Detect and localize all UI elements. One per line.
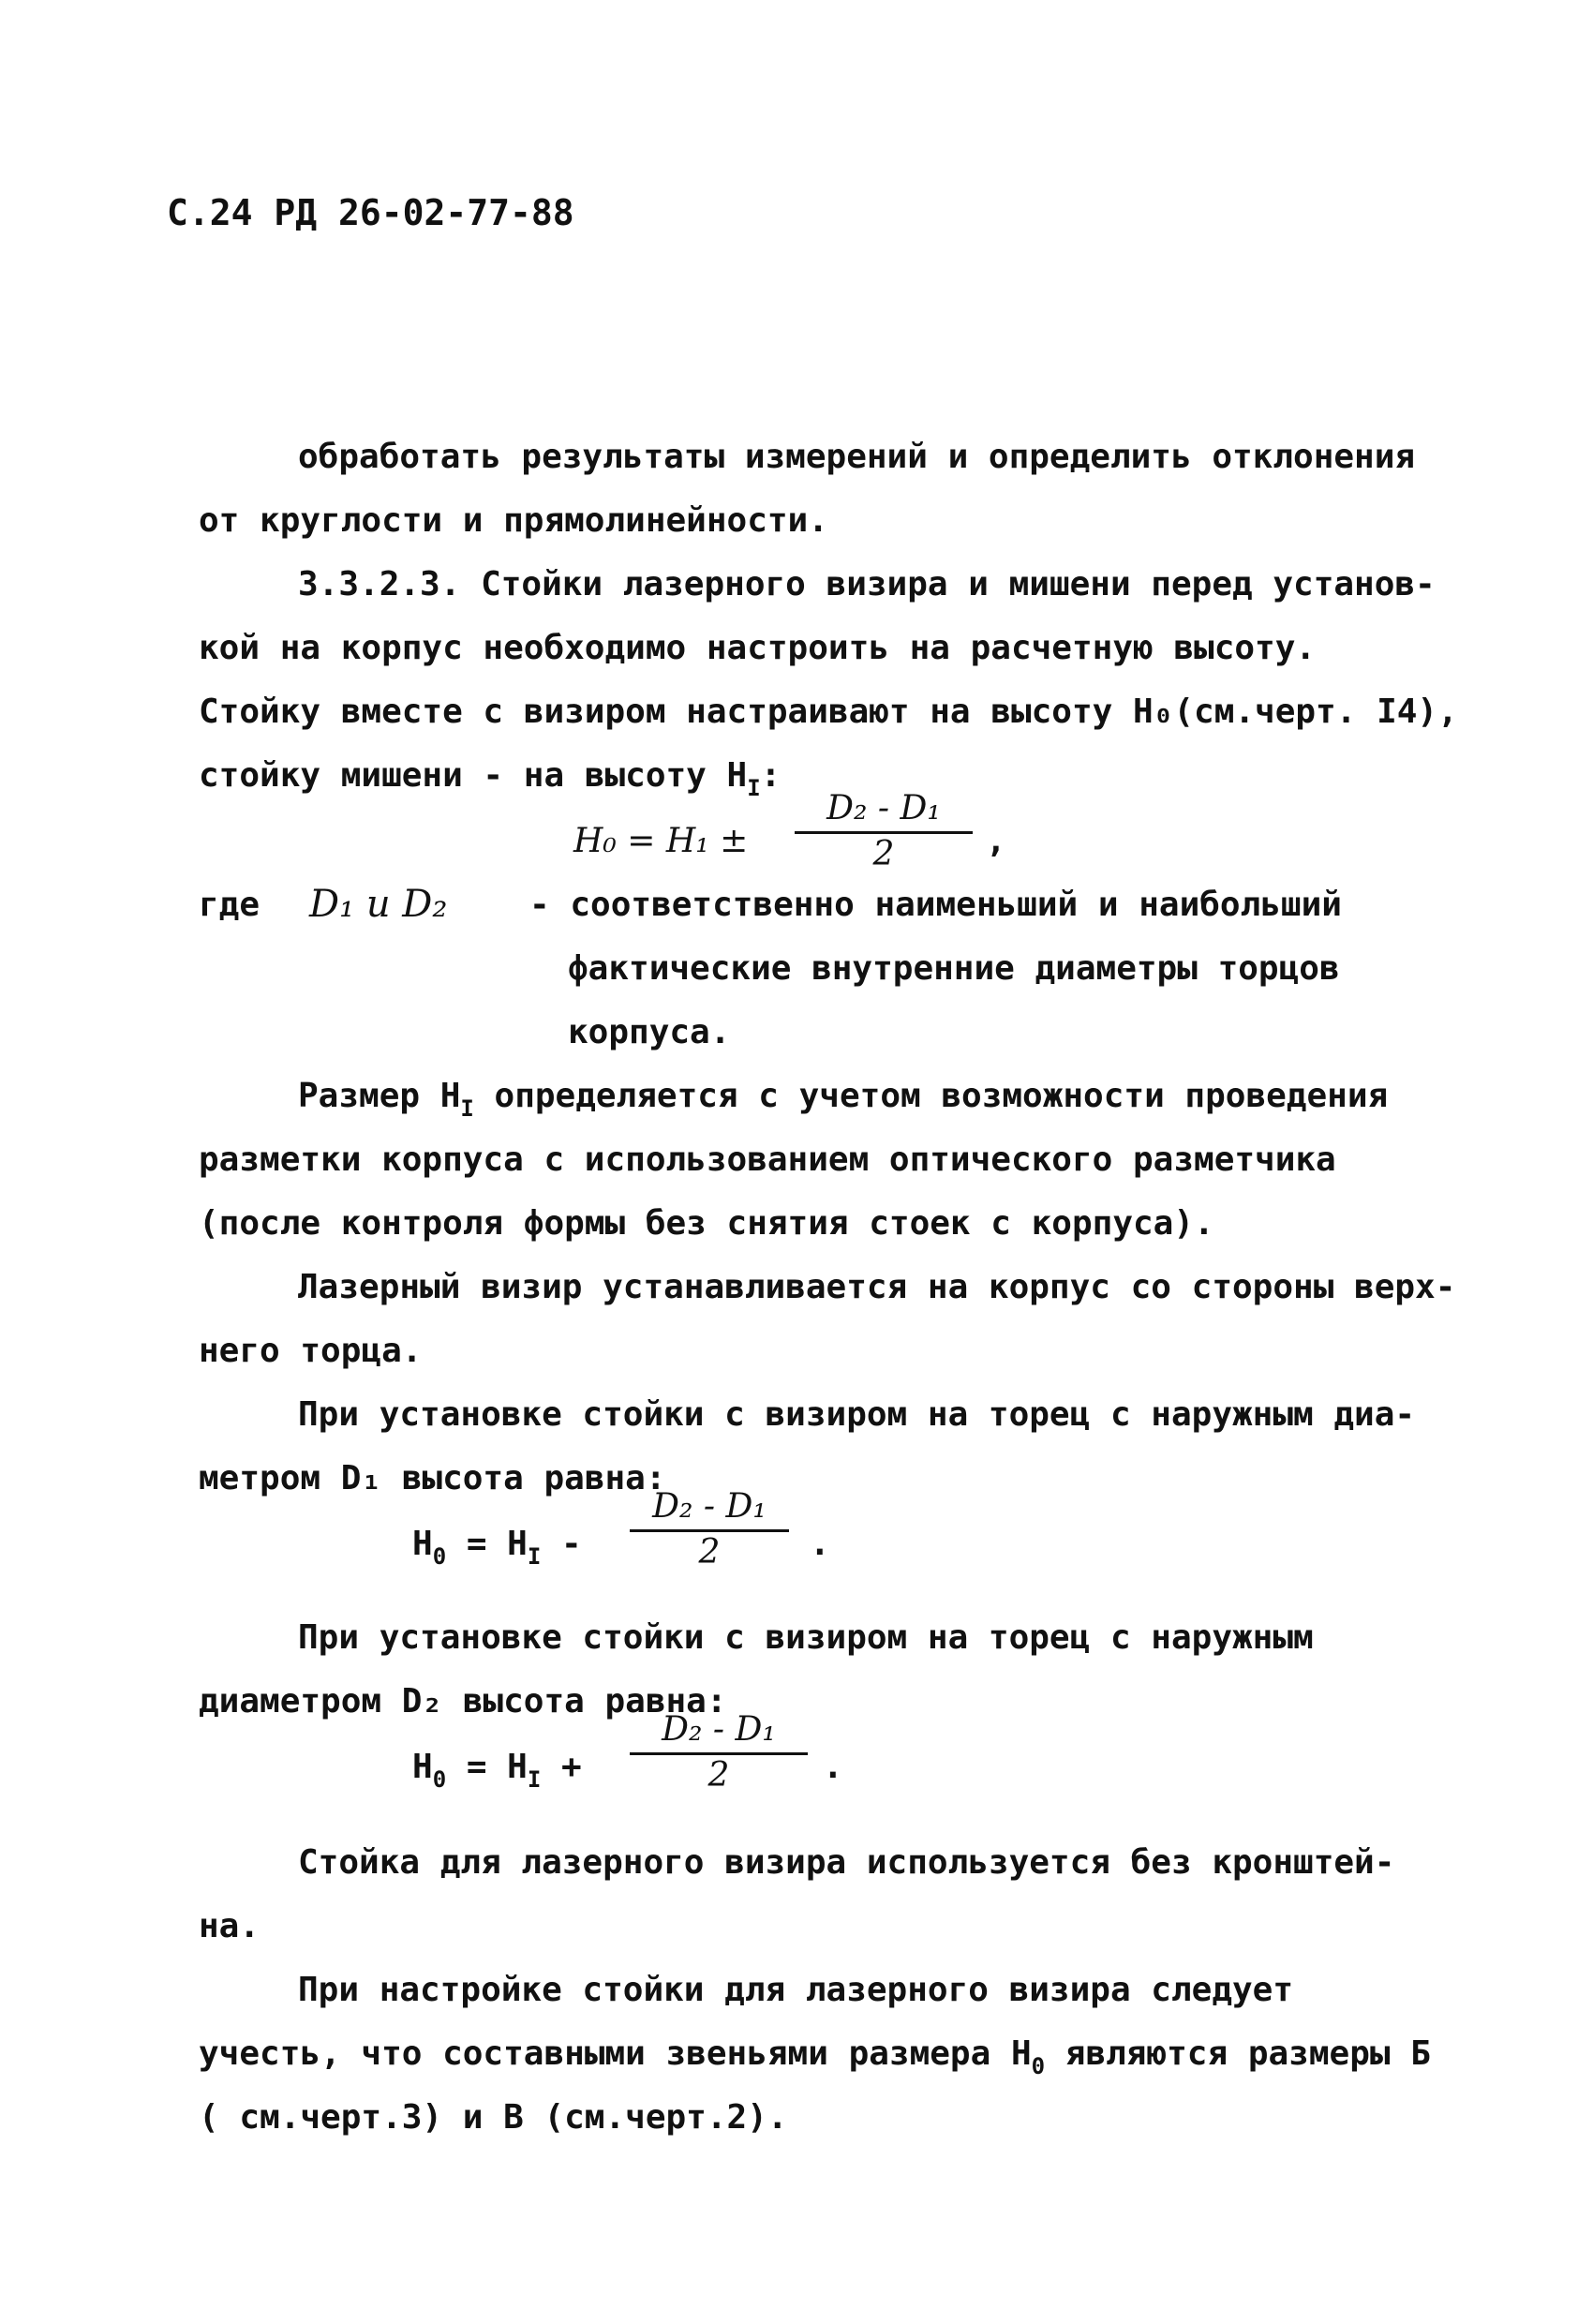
formula-1-denominator: 2 (872, 835, 895, 873)
where-variables: D₁ и D₂ (309, 883, 448, 926)
text-segment: определяется с учетом возможности проведения (473, 1077, 1389, 1115)
subscript: 0 (432, 1766, 447, 1793)
formula-2-lhs (412, 1525, 582, 1570)
text-line: диаметром D₂ высота равна: (199, 1682, 727, 1721)
formula-3-lhs (412, 1748, 582, 1793)
text-line: него торца. (199, 1332, 423, 1370)
subscript: I (527, 1766, 542, 1793)
where-label: где (199, 886, 261, 924)
formula-2-numerator: D₂ - D₁ (652, 1487, 767, 1526)
text-line (199, 756, 782, 801)
text-line: корпуса. (568, 1013, 731, 1051)
text-segment: Размер Н (298, 1077, 461, 1115)
page-header: С.24 РД 26-02-77-88 (167, 192, 574, 233)
subscript: 0 (1031, 2053, 1046, 2079)
text-segment: Н (412, 1748, 433, 1786)
formula-1-numerator: D₂ - D₁ (826, 789, 941, 827)
text-line: разметки корпуса с использованием оптического разметчика (199, 1140, 1336, 1179)
text-line: обработать результаты измерений и определить отклонения (298, 438, 1416, 476)
section-3-3-2-3: 3.3.2.3. Стойки лазерного визира и мишени перед установ- (298, 565, 1436, 603)
subscript: 0 (432, 1543, 447, 1570)
text-line: фактические внутренние диаметры торцов (568, 949, 1340, 988)
text-line: При установке стойки с визиром на торец с наружным диа- (298, 1395, 1416, 1434)
formula-3-numerator: D₂ - D₁ (662, 1710, 776, 1749)
text-line: (после контроля формы без снятия стоек с корпуса). (199, 1204, 1214, 1243)
text-line: метром D₁ высота равна: (199, 1459, 666, 1497)
subscript: I (527, 1543, 542, 1570)
text-line: на. (199, 1907, 261, 1945)
text-line: При настройке стойки для лазерного визира следует (298, 1971, 1294, 2009)
formula-3-tail: . (823, 1748, 843, 1786)
text-line: - соответственно наименьший и наибольший (529, 886, 1342, 924)
text-line: от круглости и прямолинейности. (199, 501, 828, 540)
text-segment: являются размеры Б (1045, 2034, 1431, 2073)
text-segment: Н (412, 1525, 433, 1563)
text-line: Лазерный визир устанавливается на корпус со стороны верх- (298, 1268, 1456, 1306)
text-line: кой на корпус необходимо настроить на расчетную высоту. (199, 629, 1317, 667)
text-line: ( см.черт.3) и В (см.черт.2). (199, 2098, 788, 2137)
text-segment: + (541, 1748, 582, 1786)
formula-2-fraction (630, 1487, 789, 1572)
text-segment: = Н (446, 1748, 528, 1786)
formula-3-fraction (630, 1710, 808, 1795)
text-segment: - (541, 1525, 582, 1563)
formula-1-lhs: Н₀ = Н₁ ± (573, 822, 749, 860)
text-segment: стойку мишени - на высоту Н (199, 756, 748, 795)
formula-2-tail: . (810, 1525, 830, 1563)
subscript: I (747, 775, 761, 801)
text-line: При установке стойки с визиром на торец с наружным (298, 1618, 1314, 1657)
text-segment: = Н (446, 1525, 528, 1563)
text-segment: : (760, 756, 782, 795)
formula-3-denominator: 2 (707, 1756, 730, 1795)
text-line: Стойка для лазерного визира используется без кронштей- (298, 1843, 1395, 1882)
formula-1-tail: , (986, 822, 1006, 860)
formula-2-denominator: 2 (698, 1533, 721, 1572)
formula-1-fraction (795, 789, 973, 873)
text-line (298, 1077, 1389, 1122)
text-line: Стойку вместе с визиром настраивают на высоту Н₀(см.черт. I4), (199, 693, 1458, 731)
text-segment: учесть, что составными звеньями размера Н (199, 2034, 1032, 2073)
subscript: I (460, 1095, 474, 1122)
text-line (199, 2034, 1431, 2079)
